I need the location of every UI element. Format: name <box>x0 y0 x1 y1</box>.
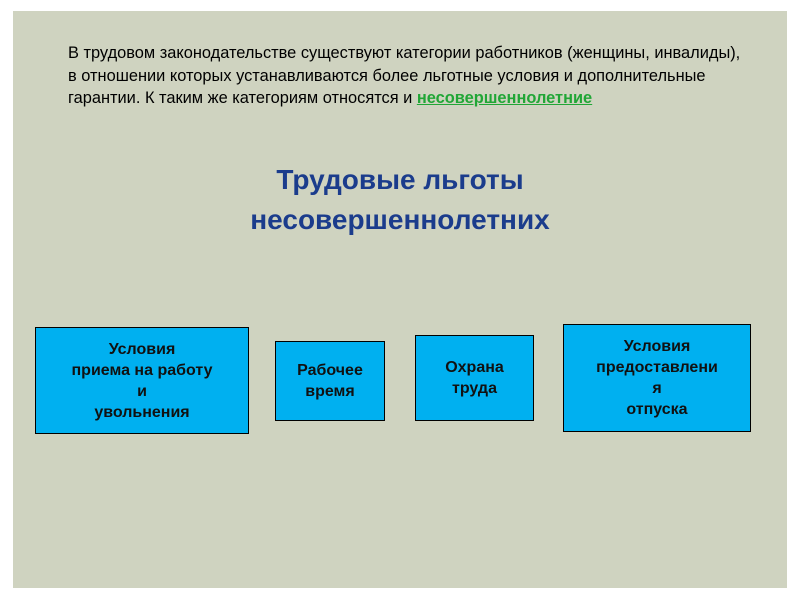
box-hiring-dismissal-label: Условия приема на работу и увольнения <box>71 340 213 421</box>
box-working-time-label: Рабочее время <box>297 362 363 400</box>
heading-line-1: Трудовые льготы <box>276 164 524 195</box>
minors-link[interactable]: несовершеннолетние <box>416 89 593 107</box>
slide <box>13 11 787 588</box>
box-vacation <box>563 324 751 432</box>
box-labor-protection-label: Охрана труда <box>445 359 504 397</box>
slide-heading <box>13 160 787 240</box>
box-vacation-label: Условия предоставлени я отпуска <box>596 338 718 418</box>
box-hiring-dismissal <box>35 327 249 434</box>
intro-paragraph <box>68 42 748 110</box>
box-working-time <box>275 341 385 421</box>
box-labor-protection <box>415 335 534 421</box>
intro-text: В трудовом законодательстве существуют категории работников (женщины, инвалиды), в отношении которых устанавливаются более льготные условия и дополнительные гарантии. К таким же категориям относятся и <box>68 44 741 107</box>
heading-line-2: несовершеннолетних <box>250 204 550 235</box>
